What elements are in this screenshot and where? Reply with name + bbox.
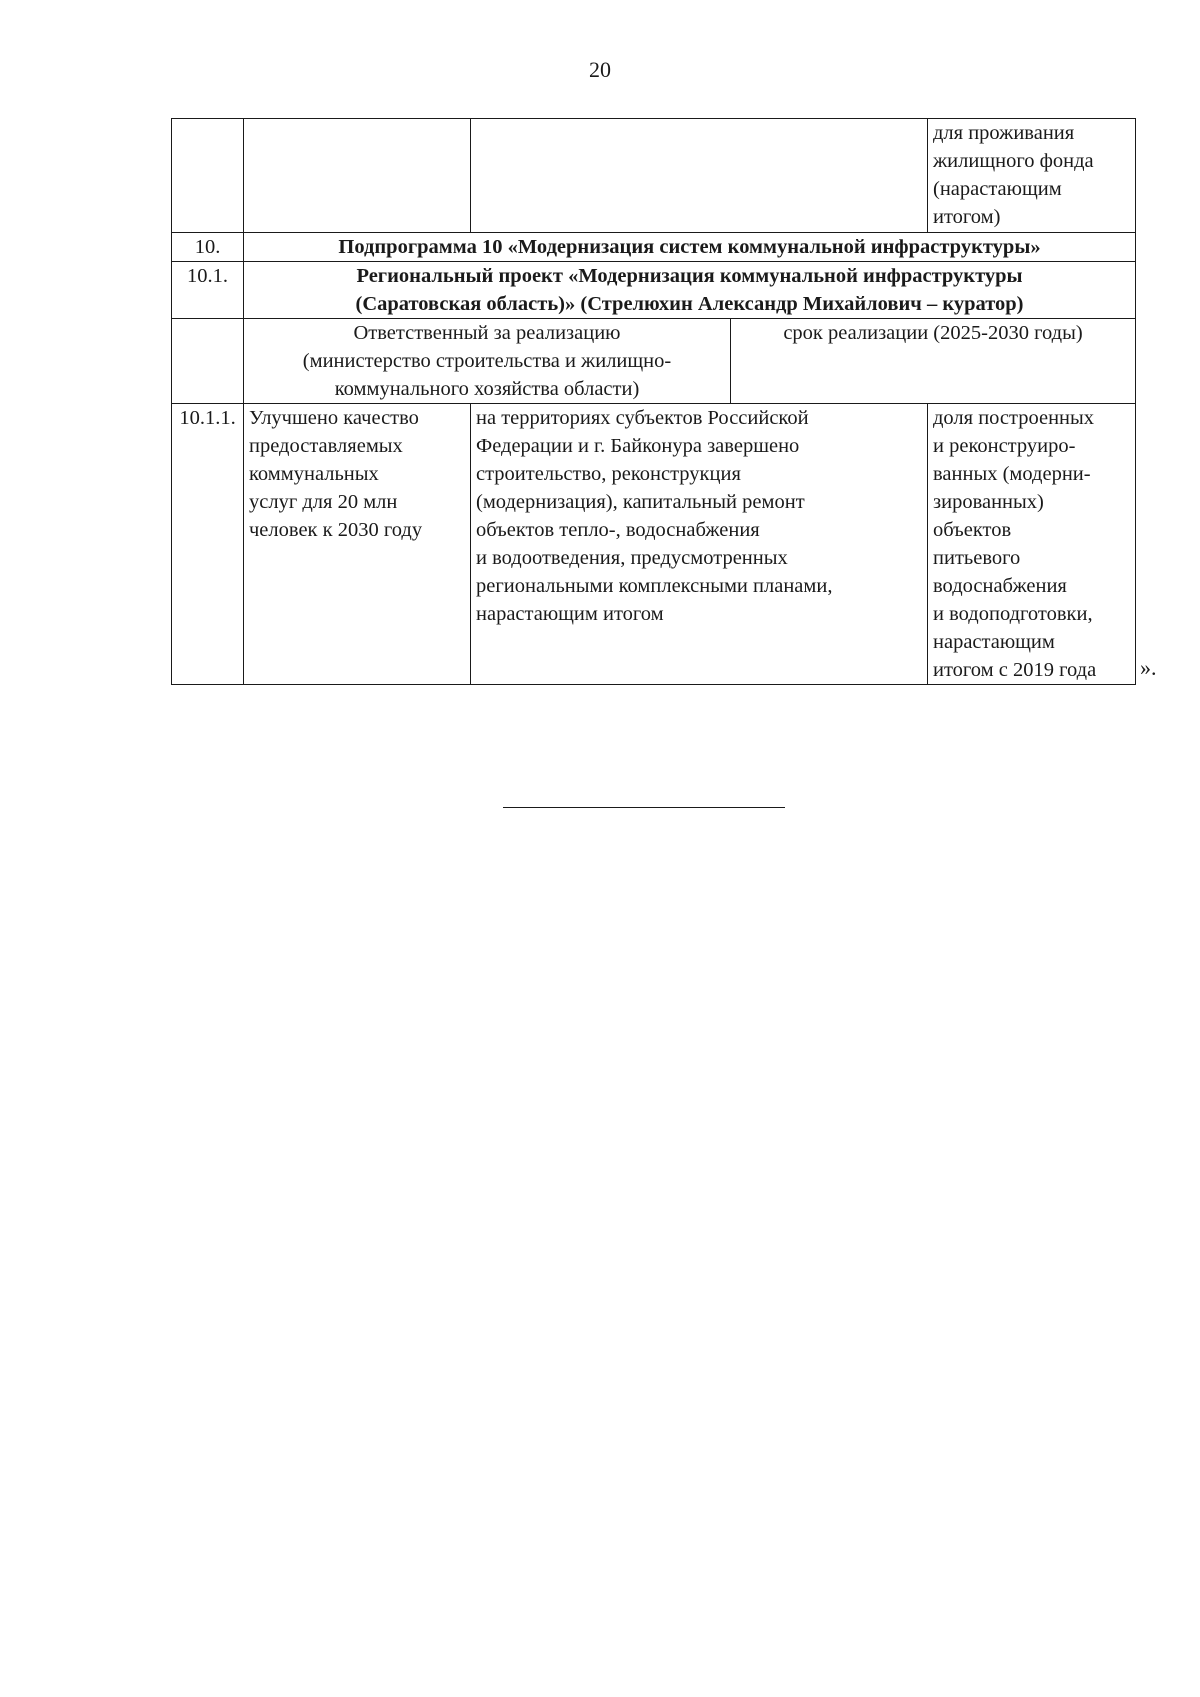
continuation-indicator-cell: для проживания жилищного фонда (нарастающим итогом): [928, 119, 1136, 233]
task-number: 10.1.1.: [172, 404, 244, 685]
continuation-result-cell: [244, 119, 471, 233]
responsible-cell: Ответственный за реализацию (министерство строительства и жилищно- коммунального хозяйства области): [244, 319, 731, 404]
responsible-num-cell: [172, 319, 244, 404]
continuation-num-cell: [172, 119, 244, 233]
closing-quote: ».: [1140, 655, 1157, 680]
subprogram-row: [172, 233, 1136, 262]
task-result: Улучшено качество предоставляемых коммунальных услуг для 20 млн человек к 2030 году: [244, 404, 471, 685]
term-cell: срок реализации (2025-2030 годы): [731, 319, 1136, 404]
project-title: Региональный проект «Модернизация коммунальной инфраструктуры (Саратовская область)» (Стрелюхин Александр Михайлович – куратор): [244, 262, 1136, 319]
project-row: [172, 262, 1136, 319]
task-indicator: доля построенных и реконструиро- ванных (модерни- зированных) объектов питьевого водоснабжения и водоподготовки, нарастающим итогом с 2019 года: [928, 404, 1136, 685]
program-table: [171, 118, 1136, 685]
task-row: [172, 404, 1136, 685]
subprogram-number: 10.: [172, 233, 244, 262]
project-number: 10.1.: [172, 262, 244, 319]
subprogram-title: Подпрограмма 10 «Модернизация систем коммунальной инфраструктуры»: [244, 233, 1136, 262]
responsible-row: [172, 319, 1136, 404]
task-description: на территориях субъектов Российской Федерации и г. Байконура завершено строительство, реконструкция (модернизация), капитальный ремонт объектов тепло-, водоснабжения и водоотведения, предусмотренных региональными комплексными планами, нарастающим итогом: [471, 404, 928, 685]
continuation-row: [172, 119, 1136, 233]
continuation-description-cell: [471, 119, 928, 233]
end-separator-line: [503, 807, 785, 808]
page-number: 20: [589, 57, 611, 82]
